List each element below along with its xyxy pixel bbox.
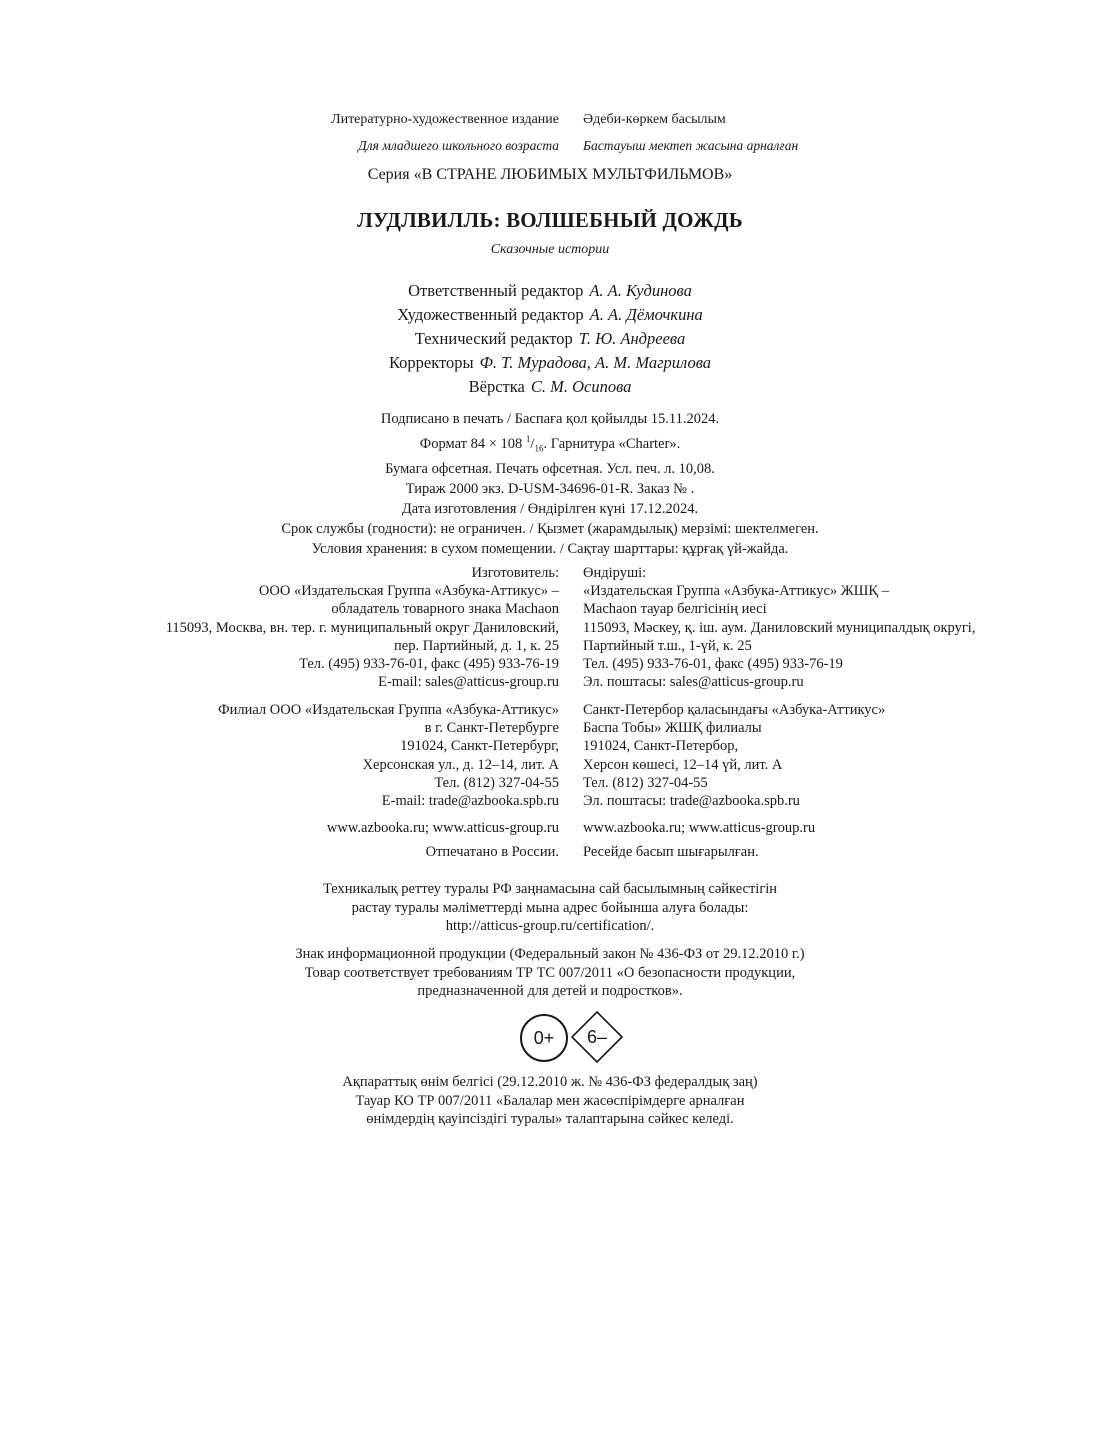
manufacturer-ru-line: пер. Партийный, д. 1, к. 25 [394, 637, 559, 654]
signed-line: Подписано в печать / Баспаға қол қойылды 15.11.2024. [380, 411, 720, 427]
series-line: Серия «В СТРАНЕ ЛЮБИМЫХ МУЛЬТФИЛЬМОВ» [367, 166, 733, 183]
certification-line: растау туралы мәліметтерді мына адрес бойынша алуға болады: [351, 899, 749, 916]
edition-ru: Литературно-художественное издание [331, 112, 559, 127]
paper-line: Бумага офсетная. Печать офсетная. Усл. печ. л. 10,08. [385, 460, 715, 477]
manufacturer-kz [583, 564, 975, 691]
manufacturer-ru-line: ООО «Издательская Группа «Азбука-Аттикус» – [258, 583, 559, 600]
credit-name: А. А. Кудинова [589, 281, 692, 300]
info-sign-kz-line: Ақпараттық өнім белгісі (29.12.2010 ж. № 436-ФЗ федералдық заң) [342, 1074, 758, 1090]
manufacturer-ru [166, 564, 559, 691]
format-slash: / [530, 435, 535, 452]
certification-line: Техникалық реттеу туралы РФ заңнамасына сай басылымның сәйкестігін [322, 881, 778, 897]
credit-line [0, 351, 1100, 375]
certification-url: http://atticus-group.ru/certification/. [445, 918, 655, 934]
credit-name: Ф. Т. Мурадова, А. М. Магрилова [479, 353, 711, 372]
credit-name: Т. Ю. Андреева [578, 329, 686, 348]
format-suffix: . Гарнитура «Charter». [543, 435, 681, 452]
credit-line [0, 279, 1100, 303]
age-kz: Бастауыш мектеп жасына арналған [583, 138, 799, 153]
credit-line [0, 303, 1100, 327]
age-rating-circle [520, 1014, 568, 1062]
credit-role: Корректоры [388, 353, 474, 372]
branch-kz [583, 701, 885, 810]
credit-role: Ответственный редактор [408, 281, 584, 300]
credit-role: Технический редактор [414, 329, 573, 348]
credit-line [0, 327, 1100, 351]
credit-role: Вёрстка [468, 377, 525, 396]
format-sup: 1 [525, 434, 531, 444]
storage-line: Условия хранения: в сухом помещении. / Сақтау шарттары: құрғақ үй-жайда. [311, 540, 789, 557]
branch-ru [218, 701, 559, 810]
info-sign-ru-line: предназначенной для детей и подростков». [417, 983, 683, 999]
info-sign-ru-line: Знак информационной продукции (Федеральный закон № 436-ФЗ от 29.12.2010 г.) [295, 946, 805, 962]
age-ru: Для младшего школьного возраста [358, 138, 559, 153]
branch-kz-line: Тел. (812) 327-04-55 [583, 774, 708, 791]
manufacturer-kz-line: 115093, Мәскеу, қ. іш. аум. Даниловский муниципалдық округі, [583, 619, 976, 636]
manufacturer-ru-line: обладатель товарного знака Machaon [331, 601, 559, 618]
credit-role: Художественный редактор [397, 305, 584, 324]
info-sign-ru-line: Товар соответствует требованиям ТР ТС 007/2011 «О безопасности продукции, [304, 964, 796, 981]
branch-kz-line: Баспа Тобы» ЖШҚ филиалы [583, 720, 762, 737]
branch-ru-line: 191024, Санкт-Петербург, [400, 738, 559, 755]
branch-kz-line: Санкт-Петербор қаласындағы «Азбука-Аттикус» [583, 702, 886, 718]
age-badges [0, 1014, 1100, 1064]
manufactured-line: Дата изготовления / Өндірілген күні 17.12.2024. [401, 500, 699, 517]
format-sub: 16 [534, 443, 544, 454]
book-subtitle: Сказочные истории [490, 242, 610, 257]
printed-kz: Ресейде басып шығарылған. [583, 844, 759, 860]
age-rating-diamond [571, 1011, 623, 1063]
manufacturer-kz-line: «Издательская Группа «Азбука-Аттикус» ЖШҚ – [583, 583, 889, 600]
manufacturer-kz-line: Партийный т.ш., 1-үй, к. 25 [583, 637, 752, 654]
age-rating-diamond-label: 6– [586, 1026, 608, 1047]
manufacturer-kz-line: Өндіруші: [583, 565, 647, 581]
manufacturer-kz-line: Machaon тауар белгісінің иесі [583, 601, 767, 618]
manufacturer-ru-line: Изготовитель: [471, 565, 559, 581]
credit-name: С. М. Осипова [530, 377, 632, 396]
branch-kz-line: 191024, Санкт-Петербор, [583, 738, 739, 755]
manufacturer-ru-line: E-mail: sales@atticus-group.ru [378, 674, 559, 691]
shelf-life-line: Срок службы (годности): не ограничен. / Қызмет (жарамдылық) мерзімі: шектелмеген. [281, 520, 819, 537]
info-sign-ru [0, 945, 1100, 1001]
websites-kz: www.azbooka.ru; www.atticus-group.ru [583, 820, 816, 836]
branch-kz-line: Эл. поштасы: trade@azbooka.spb.ru [583, 793, 800, 810]
format-prefix: Формат 84 × 108 [419, 435, 526, 452]
run-line: Тираж 2000 экз. D-USM-34696-01-R. Заказ № . [405, 480, 695, 497]
edition-kz: Әдеби-көркем басылым [583, 112, 726, 127]
info-sign-kz-line: Тауар КО ТР 007/2011 «Балалар мен жасөспірімдерге арналған [355, 1092, 745, 1109]
branch-ru-line: Херсонская ул., д. 12–14, лит. А [362, 756, 559, 773]
websites-ru: www.azbooka.ru; www.atticus-group.ru [326, 820, 559, 836]
credit-line [0, 375, 1100, 399]
manufacturer-kz-line: Тел. (495) 933-76-01, факс (495) 933-76-19 [583, 656, 843, 673]
manufacturer-kz-line: Эл. поштасы: sales@atticus-group.ru [583, 674, 804, 691]
manufacturer-ru-line: Тел. (495) 933-76-01, факс (495) 933-76-19 [299, 656, 559, 673]
manufacturer-ru-line: 115093, Москва, вн. тер. г. муниципальный округ Даниловский, [165, 619, 559, 636]
format-line [0, 429, 1100, 459]
certification-note [0, 880, 1100, 936]
credits [0, 279, 1100, 399]
branch-kz-line: Херсон көшесі, 12–14 үй, лит. А [583, 756, 783, 773]
branch-ru-line: Тел. (812) 327-04-55 [434, 774, 559, 791]
imprint-details [0, 409, 1100, 559]
credit-name: А. А. Дёмочкина [589, 305, 703, 324]
branch-ru-line: в г. Санкт-Петербурге [424, 720, 559, 737]
printed-ru: Отпечатано в России. [425, 844, 559, 860]
info-sign-kz-line: өнімдердің қауіпсіздігі туралы» талаптарына сәйкес келеді. [366, 1111, 734, 1127]
book-title: ЛУДЛВИЛЛЬ: ВОЛШЕБНЫЙ ДОЖДЬ [357, 208, 743, 232]
branch-ru-line: Филиал ООО «Издательская Группа «Азбука-Аттикус» [218, 702, 559, 718]
age-rating-circle-label: 0+ [533, 1027, 555, 1048]
info-sign-kz [0, 1073, 1100, 1129]
branch-ru-line: E-mail: trade@azbooka.spb.ru [381, 793, 559, 810]
